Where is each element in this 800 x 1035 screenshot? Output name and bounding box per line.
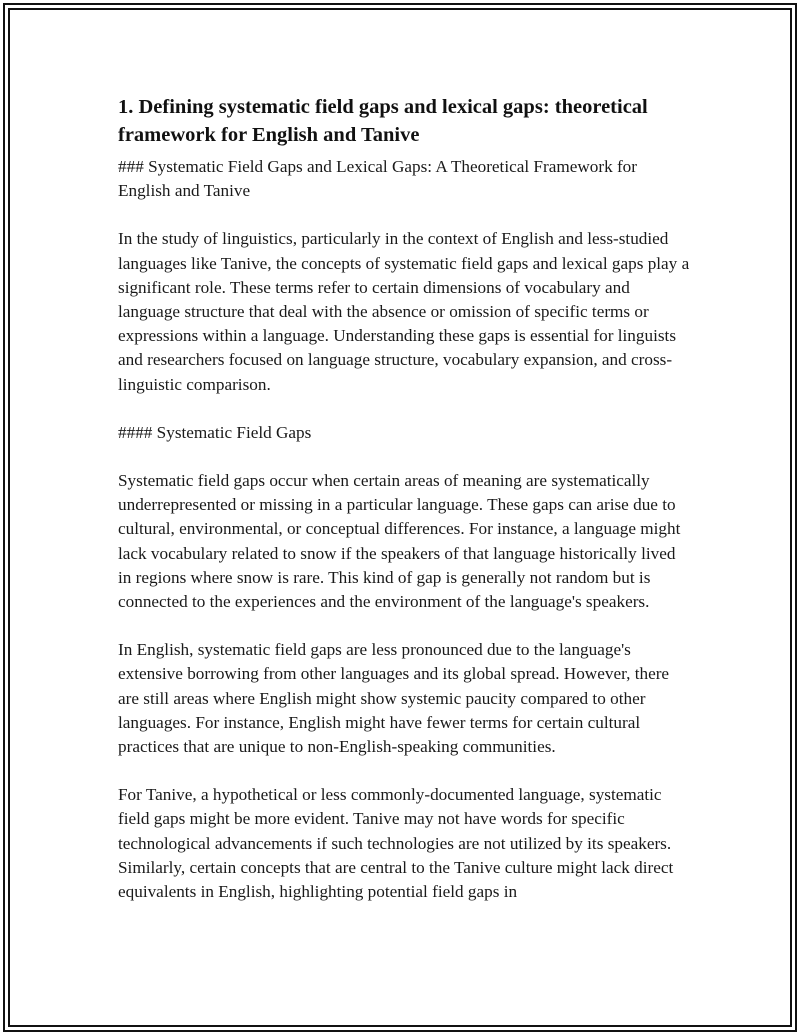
- field-gaps-paragraph: Systematic field gaps occur when certain areas of meaning are systematically underrepresented or missing in a particular language. These gaps can arise due to cultural, environmental, or conceptual differences. For instance, a language might lack vocabulary related to snow if the speakers of that language historically lived in regions where snow is rare. This kind of gap is generally not random but is connected to the experiences and the environment of the language's speakers.: [118, 471, 681, 612]
- section-title: 1. Defining systematic field gaps and lexical gaps: theoretical framework for English and Tanive: [118, 96, 648, 146]
- english-paragraph: In English, systematic field gaps are less pronounced due to the language's extensive borrowing from other languages and its global spread. However, there are still areas where English might show systemic paucity compared to other languages. For instance, English might have fewer terms for certain cultural practices that are unique to non-English-speaking communities.: [118, 640, 670, 757]
- field-gaps-heading: #### Systematic Field Gaps: [118, 422, 312, 442]
- tanive-paragraph: For Tanive, a hypothetical or less commonly-documented language, systematic field gaps might be more evident. Tanive may not have words for specific technological advancements if such technologies are not utilized by its speakers. Similarly, certain concepts that are central to the Tanive culture might lack direct equivalents in English, highlighting potential field gaps in: [118, 785, 674, 902]
- document-body: [118, 93, 690, 928]
- subheading-paragraph: ### Systematic Field Gaps and Lexical Gaps: A Theoretical Framework for English and Tanive: [118, 157, 637, 201]
- intro-paragraph: In the study of linguistics, particularly in the context of English and less-studied languages like Tanive, the concepts of systematic field gaps and lexical gaps play a significant role. These terms refer to certain dimensions of vocabulary and language structure that deal with the absence or omission of specific terms or expressions within a language. Understanding these gaps is essential for linguists and researchers focused on language structure, vocabulary expansion, and cross-linguistic comparison.: [118, 229, 690, 394]
